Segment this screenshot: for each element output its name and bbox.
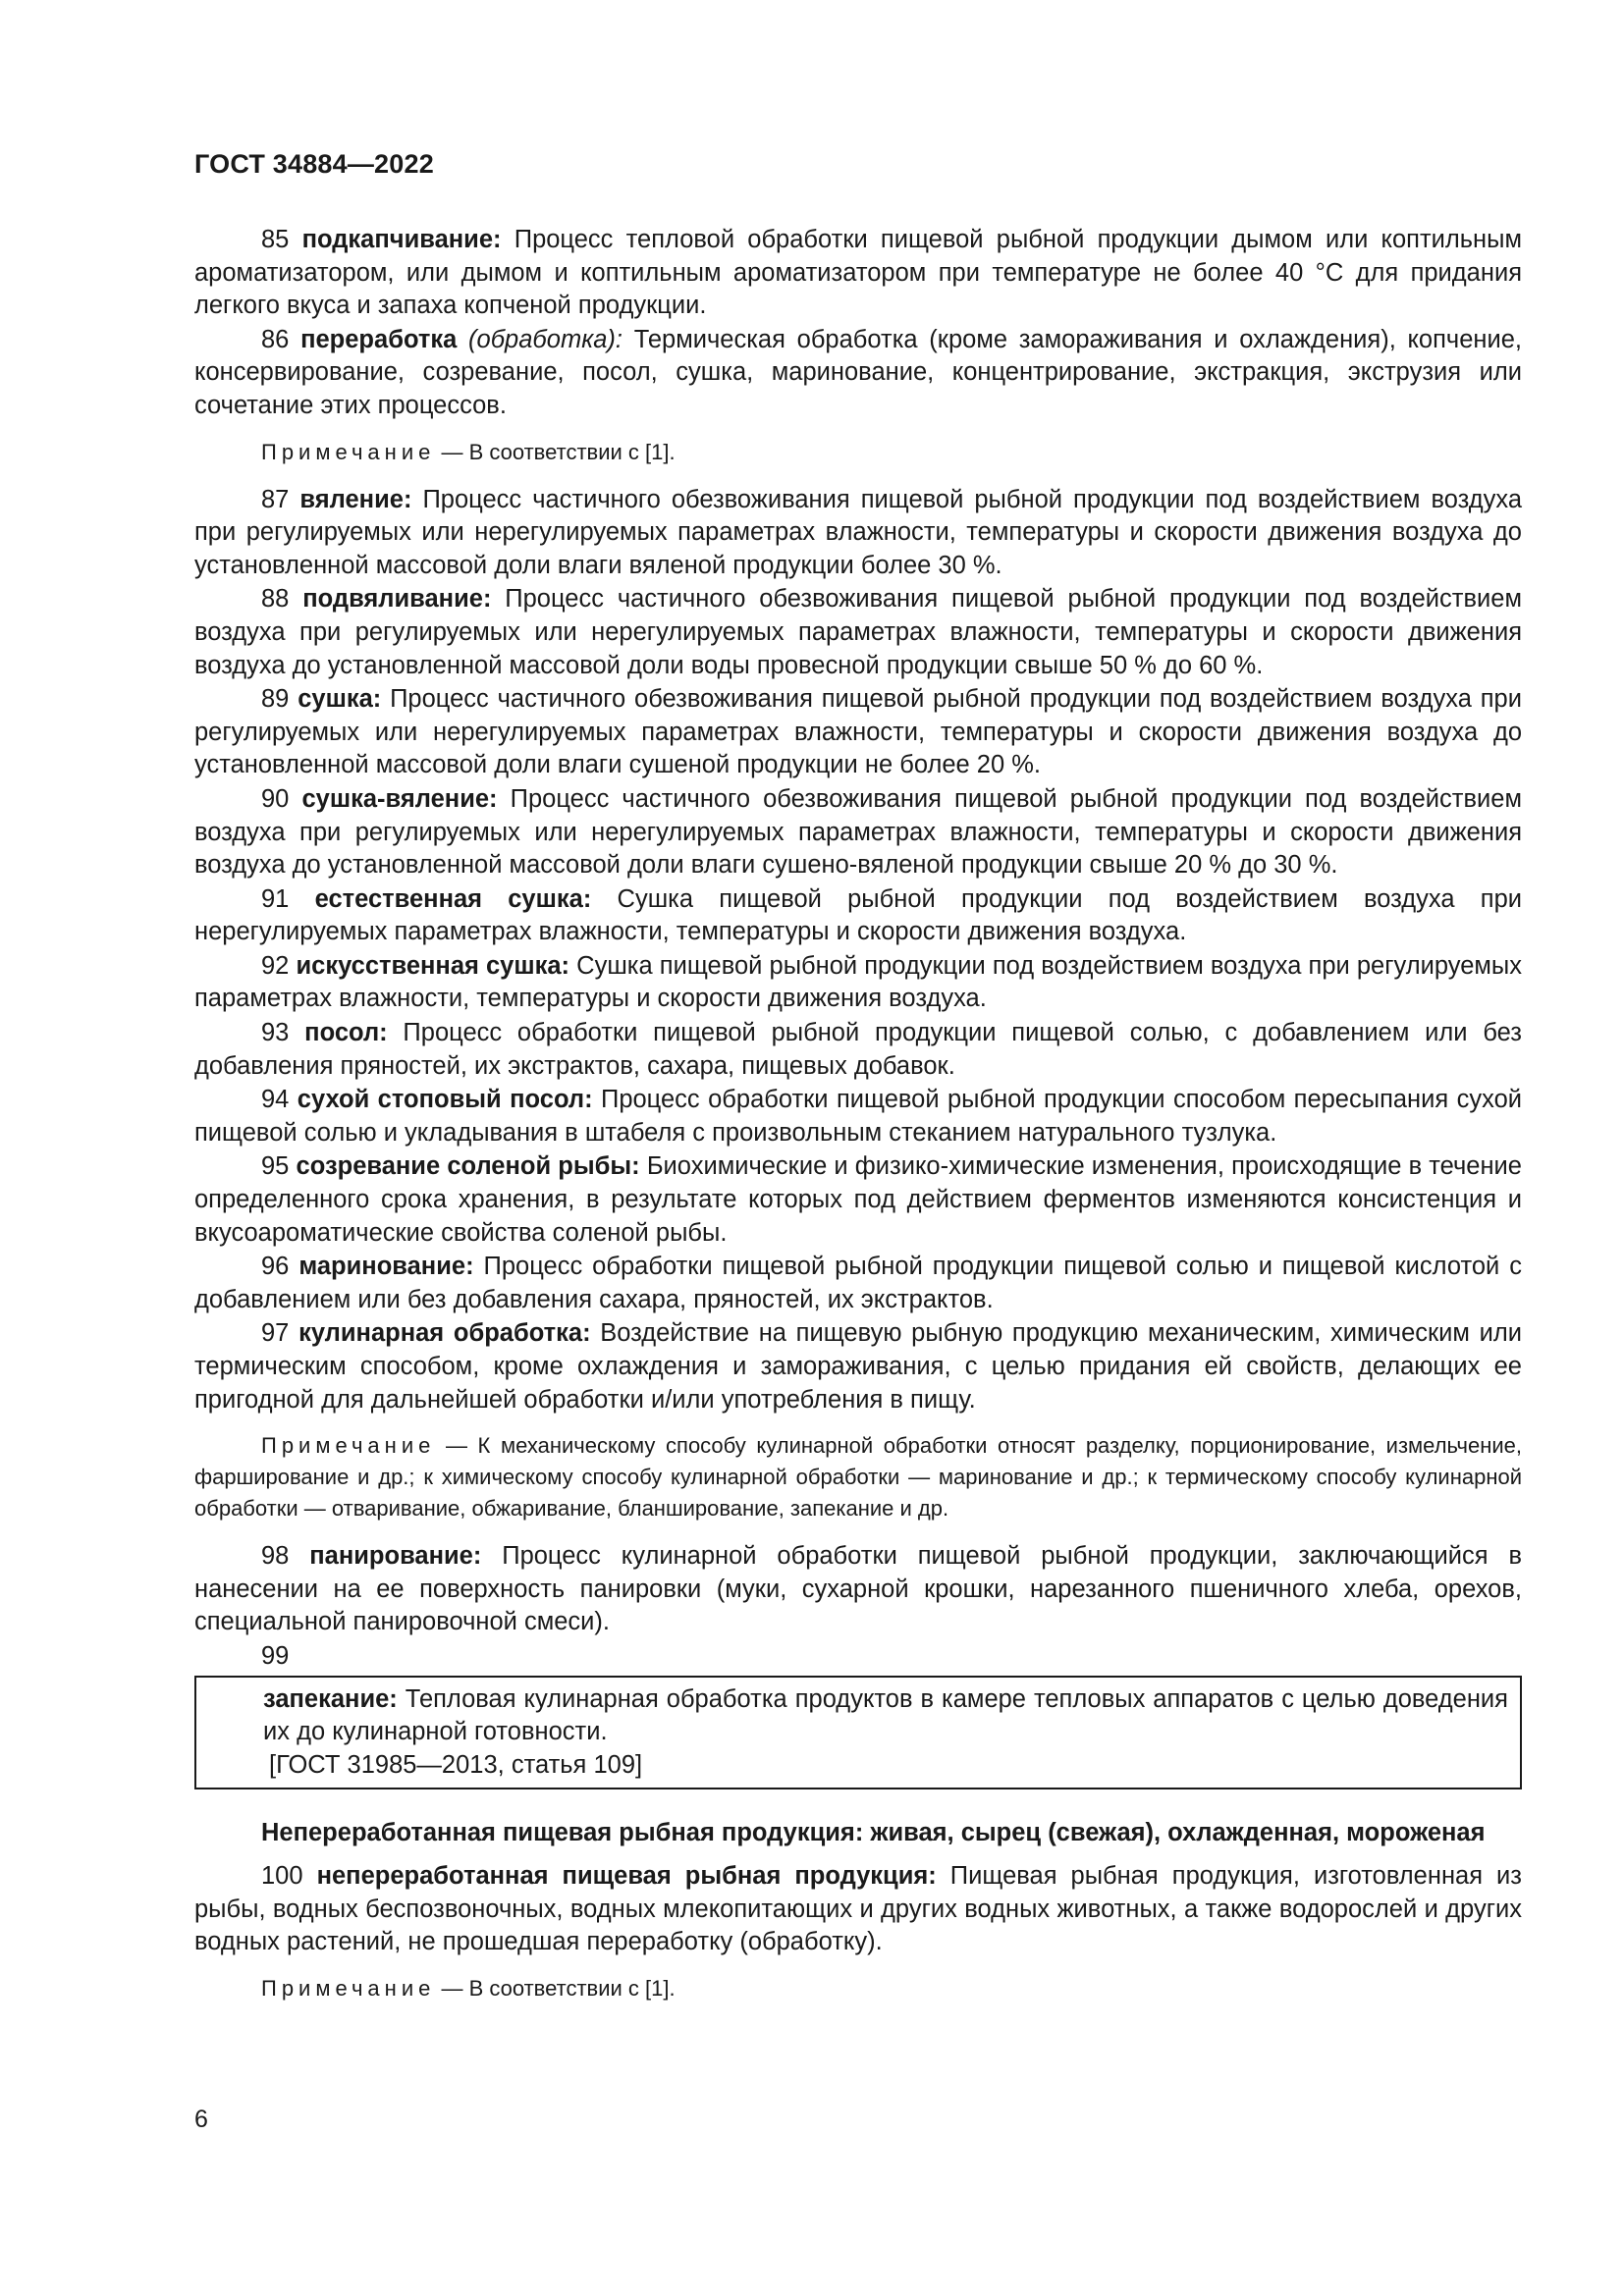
entry-number: 98 [261, 1542, 290, 1571]
entry-term: непереработанная пищевая рыбная продукция: [316, 1861, 937, 1890]
note-1 [194, 437, 1522, 468]
entry-number: 92 [261, 951, 290, 980]
term-entry-93 [194, 1017, 1522, 1083]
entry-term: сушка: [298, 685, 382, 714]
term-entry-91 [194, 883, 1522, 949]
entry-term: вяление: [299, 485, 412, 513]
term-entry-94 [194, 1084, 1522, 1149]
entry-term: подкапчивание: [301, 226, 502, 253]
entry-number: 100 [261, 1861, 303, 1890]
entry-number: 94 [261, 1086, 290, 1114]
entry-number: 86 [261, 325, 290, 353]
entry-term: искусственная сушка: [296, 951, 570, 980]
note-2 [194, 1430, 1522, 1524]
boxed-entry-text [263, 1683, 1508, 1749]
note-text: — К механическому способу кулинарной обработки относят разделку, порционирование, измельчение, фарширование и др.; к химическому способу кулинарной обработки — маринование и др.; к термическому способу кулинарной обработки — отваривание, обжаривание, бланширование, запекание и др. [194, 1433, 1522, 1522]
entry-term: сушка-вяление: [301, 784, 498, 813]
entry-term: сухой стоповый посол: [297, 1086, 593, 1114]
entry-term: панирование: [309, 1542, 482, 1571]
entry-definition: Процесс частичного обезвоживания пищевой рыбной продукции под воздействием воздуха при регулируемых или нерегулируемых параметрах влажности, температуры и скорости движения воздуха до установленной массовой доли влаги вяленой продукции более 30 %. [194, 485, 1523, 579]
entry-number: 89 [261, 685, 290, 714]
term-entry-86 [194, 324, 1522, 423]
entry-term: посол: [304, 1019, 388, 1047]
entry-alternate-term: (обработка): [457, 325, 623, 353]
term-entry-96 [194, 1251, 1522, 1316]
note-text: — В соответствии с [1]. [435, 439, 676, 464]
document-body [194, 224, 1522, 2020]
entry-number: 90 [261, 784, 290, 813]
entry-number: 85 [261, 226, 290, 253]
term-entry-85 [194, 224, 1522, 323]
entry-definition: Биохимические и физико-химические изменения, происходящие в течение определенного срока хранения, в результате которых под действием ферментов изменяются консистенция и вкусоароматические свойства соленой рыбы. [194, 1152, 1522, 1247]
entry-definition: Процесс обработки пищевой рыбной продукции пищевой солью, с добавлением или без добавления пряностей, их экстрактов, сахара, пищевых добавок. [194, 1019, 1522, 1080]
term-entry-97 [194, 1317, 1522, 1416]
entry-term: подвяливание: [302, 585, 492, 614]
boxed-entry-source: [ГОСТ 31985—2013, статья 109] [269, 1750, 643, 1779]
entry-definition: Сушка пищевой рыбной продукции под воздействием воздуха при регулируемых параметрах влажности, температуры и скорости движения воздуха. [194, 951, 1523, 1013]
entry-definition: Пищевая рыбная продукция, изготовленная из рыбы, водных беспозвоночных, водных млекопитающих и других водных животных, а также водорослей и других водных растений, не прошедшая переработку (обработку). [194, 1861, 1522, 1956]
entry-definition: Процесс частичного обезвоживания пищевой рыбной продукции под воздействием воздуха при регулируемых или нерегулируемых параметрах влажности, температуры и скорости движения воздуха до установленной массовой доли воды провесной продукции свыше 50 % до 60 %. [194, 585, 1522, 679]
term-entry-90 [194, 783, 1522, 882]
entry-definition: Процесс частичного обезвоживания пищевой рыбной продукции под воздействием воздуха при регулируемых или нерегулируемых параметрах влажности, температуры и скорости движения воздуха до установленной массовой доли влаги сушеной продукции не более 20 %. [194, 685, 1522, 779]
entry-definition: Термическая обработка (кроме замораживания и охлаждения), копчение, консервирование, созревание, посол, сушка, маринование, концентрирование, экстракция, экструзия или сочетание этих процессов. [194, 325, 1522, 419]
entry-term: созревание соленой рыбы: [296, 1152, 640, 1181]
entry-definition: Процесс обработки пищевой рыбной продукции пищевой солью и пищевой кислотой с добавлением или без добавления сахара, пряностей, их экстрактов. [194, 1253, 1522, 1313]
entry-number: 95 [261, 1152, 290, 1181]
term-entry-92 [194, 950, 1522, 1016]
entry-definition: Процесс обработки пищевой рыбной продукции способом пересыпания сухой пищевой солью и укладывания в штабеля с произвольным стеканием натурального тузлука. [194, 1086, 1522, 1147]
term-entry-88 [194, 583, 1522, 682]
document-code-header: ГОСТ 34884—2022 [194, 149, 434, 179]
entry-number: 97 [261, 1319, 290, 1348]
term-entry-100 [194, 1860, 1522, 1959]
note-label: Примечание [261, 1433, 436, 1459]
note-text: — В соответствии с [1]. [435, 1975, 676, 2001]
boxed-entry-number: 99 [261, 1641, 290, 1670]
entry-number: 87 [261, 485, 290, 513]
note-3 [194, 1973, 1522, 2004]
entry-definition: Процесс кулинарной обработки пищевой рыбной продукции, заключающийся в нанесении на ее поверхность панировки (муки, сухарной крошки, нарезанного пшеничного хлеба, орехов, специальной панировочной смеси). [194, 1542, 1522, 1636]
term-entry-95 [194, 1150, 1522, 1250]
entry-term: естественная сушка: [314, 884, 592, 913]
section-heading: Непереработанная пищевая рыбная продукция: живая, сырец (свежая), охлажденная, мороженая [261, 1819, 1486, 1847]
entry-term: кулинарная обработка: [298, 1319, 591, 1348]
note-label: Примечание [261, 1975, 436, 2001]
page-number: 6 [194, 2106, 208, 2133]
term-entry-98 [194, 1540, 1522, 1639]
entry-definition: Воздействие на пищевую рыбную продукцию механическим, химическим или термическим способом, кроме охлаждения и замораживания, с целью придания ей свойств, делающих ее пригодной для дальнейшей обработки и/или употребления в пищу. [194, 1319, 1522, 1414]
entry-number: 88 [261, 585, 290, 614]
note-label: Примечание [261, 439, 436, 464]
entry-term: маринование: [298, 1253, 474, 1281]
entry-term: переработка [300, 325, 458, 353]
entry-number: 93 [261, 1019, 290, 1047]
term-entry-89 [194, 683, 1522, 782]
entry-term: запекание: [263, 1684, 398, 1713]
boxed-term-entry [194, 1676, 1522, 1790]
entry-definition: Процесс тепловой обработки пищевой рыбной продукции дымом или коптильным ароматизатором, или дымом и коптильным ароматизатором при температуре не более 40 °С для придания легкого вкуса и запаха копченой продукции. [194, 226, 1522, 320]
entry-definition: Процесс частичного обезвоживания пищевой рыбной продукции под воздействием воздуха при регулируемых или нерегулируемых параметрах влажности, температуры и скорости движения воздуха до установленной массовой доли влаги сушено-вяленой продукции свыше 20 % до 30 %. [194, 784, 1522, 880]
entry-definition: Сушка пищевой рыбной продукции под воздействием воздуха при нерегулируемых параметрах влажности, температуры и скорости движения воздуха. [194, 884, 1522, 946]
entry-number: 91 [261, 884, 290, 913]
term-entry-87 [194, 484, 1522, 583]
entry-number: 96 [261, 1253, 290, 1281]
entry-definition: Тепловая кулинарная обработка продуктов в камере тепловых аппаратов с целью доведения их до кулинарной готовности. [263, 1684, 1508, 1746]
